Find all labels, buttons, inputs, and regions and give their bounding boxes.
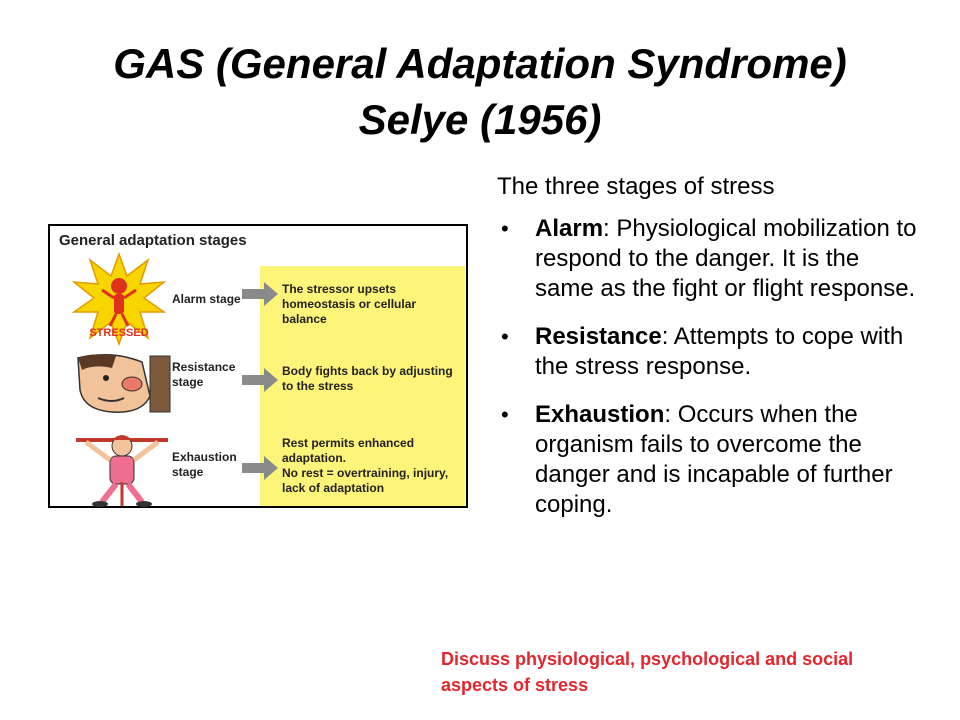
resistance-desc-line: to the stress	[282, 379, 354, 393]
diagram-title: General adaptation stages	[59, 232, 247, 249]
resistance-desc-line: Body fights back by adjusting	[282, 364, 453, 378]
stage-term: Exhaustion	[535, 401, 665, 428]
exhaustion-label-line: stage	[172, 465, 204, 479]
alarm-stage-label	[172, 292, 241, 307]
exhaustion-stage-description	[282, 436, 462, 496]
slide-title	[40, 36, 920, 148]
resistance-label-line: stage	[172, 375, 204, 389]
arrow-right-icon	[242, 282, 278, 306]
bullet-icon: •	[501, 324, 509, 349]
arrow-right-icon	[242, 368, 278, 392]
alarm-stressed-figure-icon	[72, 252, 166, 346]
stages-text-block	[497, 172, 917, 538]
bullet-icon: •	[501, 216, 509, 241]
resistance-stage-label	[172, 360, 235, 390]
stage-term: Resistance	[535, 323, 662, 350]
list-item	[497, 322, 917, 382]
stage-text: : Attempts to cope with the stress response.	[535, 323, 904, 380]
arrow-right-icon	[242, 456, 278, 480]
resistance-stage-description	[282, 364, 462, 394]
exhaustion-label-line: Exhaustion	[172, 450, 237, 464]
stage-text: : Physiological mobilization to respond to the danger. It is the same as the fight or flight response.	[535, 215, 917, 302]
alarm-desc-line: homeostasis or cellular balance	[282, 297, 417, 326]
exhaustion-desc-line: No rest = overtraining, injury,	[282, 466, 449, 480]
exhaustion-stage-label	[172, 450, 237, 480]
list-item	[497, 214, 917, 304]
resistance-face-icon	[72, 350, 172, 418]
alarm-stage-label-text: Alarm stage	[172, 292, 241, 306]
stressed-label: STRESSED	[89, 327, 149, 339]
alarm-stage-description	[282, 282, 462, 327]
title-line-2: Selye (1956)	[358, 96, 602, 143]
resistance-label-line: Resistance	[172, 360, 236, 374]
exhaustion-figure-icon	[72, 426, 172, 508]
bullet-icon: •	[501, 402, 509, 427]
adaptation-stages-diagram	[48, 224, 468, 508]
stage-text: : Occurs when the organism fails to overcome the danger and is incapable of further coping.	[535, 401, 893, 518]
discussion-note: Discuss physiological, psychological and social aspects of stress	[441, 649, 854, 695]
exhaustion-desc-line: adaptation.	[282, 451, 347, 465]
stage-term: Alarm	[535, 215, 604, 242]
exhaustion-desc-line: lack of adaptation	[282, 481, 385, 495]
exhaustion-desc-line: Rest permits enhanced	[282, 436, 415, 450]
stages-list	[497, 214, 917, 520]
list-item	[497, 400, 917, 520]
stages-intro: The three stages of stress	[497, 173, 775, 200]
title-line-1: GAS (General Adaptation Syndrome)	[113, 40, 847, 87]
alarm-desc-line: The stressor upsets	[282, 282, 397, 296]
